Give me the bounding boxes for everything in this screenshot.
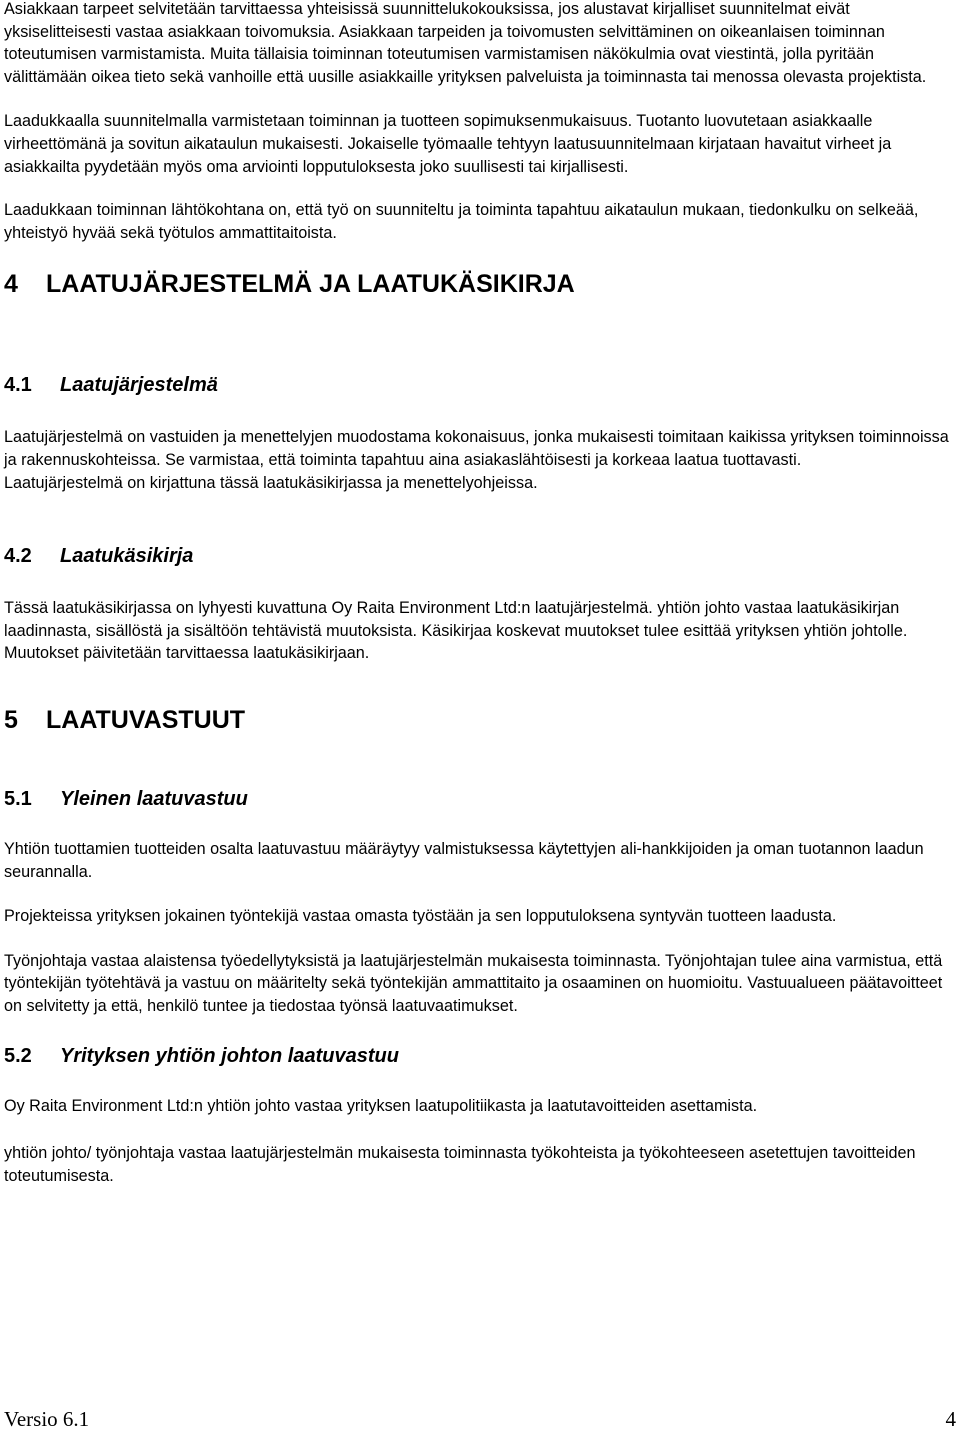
section-title: LAATUVASTUUT — [46, 705, 246, 734]
paragraph: Asiakkaan tarpeet selvitetään tarvittaessa yhteisissä suunnittelukokouksissa, jos alustavat kirjalliset suunnitelmat eivät yksiselitteisesti vastaa asiakkaan toivomuksia. Asiakkaan tarpeiden ja toivomusten selvittäminen on oikeanlaisen toiminnan toteutumisen varmistamista. Muita tällaisia toiminnan toteutumisen varmistamisen näkökulmia ovat viestintä, jolla pyritään välittämään oikea tieto sekä vanhoille että uusille asiakkaille yrityksen palveluista ja toiminnasta tai menossa olevasta projektista. — [4, 0, 927, 86]
section-number: 5.2 — [4, 1045, 32, 1068]
section-heading-5-1 — [4, 786, 954, 812]
section-title: Yleinen laatuvastuu — [60, 787, 248, 810]
section-number: 4.1 — [4, 374, 32, 397]
paragraph: Laadukkaan toiminnan lähtökohtana on, että työ on suunniteltu ja toiminta tapahtuu aikataulun mukaan, tiedonkulku on selkeää, yhteistyö hyvää sekä työtulos ammattitaitoista. — [4, 201, 919, 242]
paragraph: Oy Raita Environment Ltd:n yhtiön johto vastaa yrityksen laatupolitiikasta ja laatutavoitteiden asettamista. — [4, 1097, 758, 1116]
paragraph: Projekteissa yrityksen jokainen työntekijä vastaa omasta työstään ja sen lopputuloksena syntyvän tuotteen laadusta. — [4, 907, 837, 926]
page-footer — [4, 1407, 956, 1431]
section-heading-4-2 — [4, 543, 954, 569]
section-number: 5.1 — [4, 787, 32, 810]
version-label: Versio 6.1 — [4, 1407, 90, 1431]
page-number: 4 — [945, 1407, 956, 1431]
section-number: 4 — [4, 270, 18, 299]
section-title: Laatujärjestelmä — [60, 374, 218, 397]
section-number: 5 — [4, 705, 18, 734]
paragraph: Laadukkaalla suunnitelmalla varmistetaan toiminnan ja tuotteen sopimuksenmukaisuus. Tuotanto luovutetaan asiakkaalle virheettömänä ja sovitun aikataulun mukaisesti. Jokaiselle työmaalle tehtyyn laatusuunnitelmaan kirjataan havaitut virheet ja asiakkailta pyydetään myös oma arviointi lopputuloksesta joko suullisesti tai kirjallisesti. — [4, 112, 892, 176]
paragraph: Yhtiön tuottamien tuotteiden osalta laatuvastuu määräytyy valmistuksessa käytettyjen ali-hankkijoiden ja oman tuotannon laadun seurannalla. — [4, 839, 924, 881]
paragraph: Laatujärjestelmä on vastuiden ja menettelyjen muodostama kokonaisuus, jonka mukaisesti toimitaan kaikissa yrityksen toiminnoissa ja rakennuskohteissa. Se varmistaa, että toiminta tapahtuu aina asiakaslähtöisesti ja korkeaa laatua tuottavasti. — [4, 428, 949, 469]
section-title: LAATUJÄRJESTELMÄ JA LAATUKÄSIKIRJA — [46, 270, 575, 299]
paragraph: Laatujärjestelmä on kirjattuna tässä laatukäsikirjassa ja menettelyohjeissa. — [4, 473, 538, 492]
section-title: Laatukäsikirja — [60, 545, 194, 568]
section-heading-5 — [4, 705, 954, 735]
paragraph: Tässä laatukäsikirjassa on lyhyesti kuvattuna Oy Raita Environment Ltd:n laatujärjestelmä. yhtiön johto vastaa laatukäsikirjan laadinnasta, sisällöstä ja sisältöön tehtävistä muutoksista. Käsikirjaa koskevat muutokset tulee esittää yrityksen yhtiön johtolle. Muutokset päivitetään tarvittaessa laatukäsikirjaan. — [4, 599, 908, 663]
section-heading-5-2 — [4, 1043, 954, 1069]
paragraph: Työnjohtaja vastaa alaistensa työedellytyksistä ja laatujärjestelmän mukaisesta toiminnasta. Työnjohtajan tulee aina varmistua, että työntekijän työtehtävä ja vastuu on määritelty sekä työntekijän ammattitaito ja osaaminen on huomioitu. Vastuualueen päätavoitteet on selvitetty ja että, henkilö tuntee ja tiedostaa työnsä laatuvaatimukset. — [4, 951, 943, 1015]
paragraph: yhtiön johto/ työnjohtaja vastaa laatujärjestelmän mukaisesta toiminnasta työkohteista ja työkohteeseen asetettujen tavoitteiden toteutumisesta. — [4, 1144, 916, 1185]
document-page — [4, 0, 954, 1187]
section-heading-4-1 — [4, 372, 954, 398]
section-title: Yrityksen yhtiön johton laatuvastuu — [60, 1045, 399, 1068]
section-number: 4.2 — [4, 545, 32, 568]
section-heading-4 — [4, 269, 954, 299]
